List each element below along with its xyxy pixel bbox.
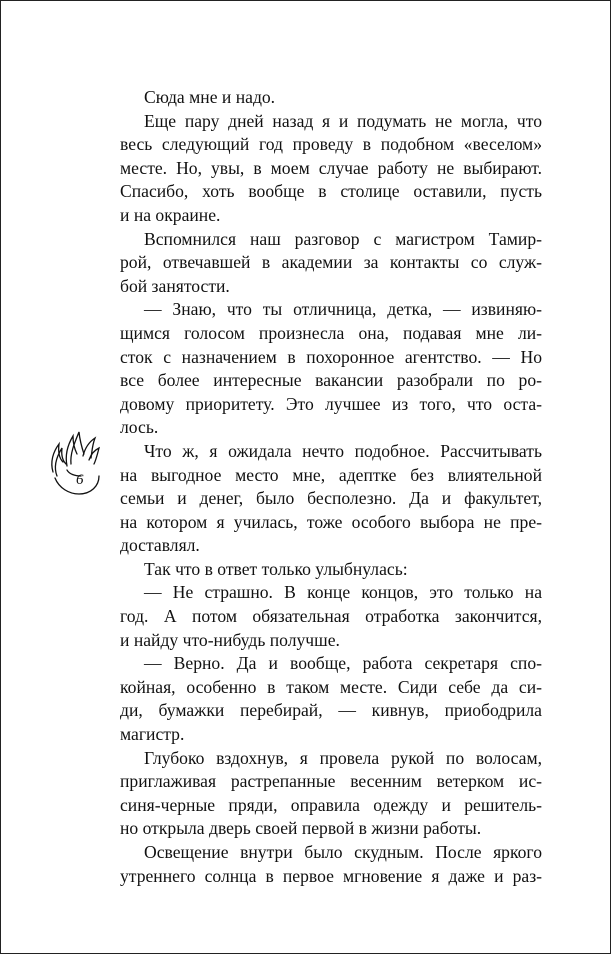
text-line: бой занятости. (120, 275, 230, 296)
text-line: приглаживая растрепанные весенним ветерком ис- (120, 771, 542, 792)
text-line: семьи и денег, было бесполезно. Да и факультет, (120, 488, 542, 509)
text-line: Освещение внутри было скудным. После яркого (144, 842, 542, 862)
text-line: все более интересные вакансии разобрали по ро- (120, 370, 542, 391)
text-line: лось. (120, 417, 159, 438)
text-line: но открыла дверь своей первой в жизни работы. (120, 818, 482, 839)
text-line: весь следующий год проведу в подобном «веселом» (120, 134, 542, 155)
text-line: и найду что-нибудь получше. (120, 629, 340, 650)
text-line: довому приоритету. Это лучшее из того, что оста- (120, 393, 542, 414)
text-line: и на окраине. (120, 204, 221, 225)
text-line: Так что в ответ только улыбнулась: (144, 558, 408, 579)
text-line: месте. Но, увы, в моем случае работу не выбирают. (120, 157, 542, 178)
text-line: магистр. (120, 724, 185, 745)
text-line: койная, особенно в таком месте. Сиди себе да си- (120, 676, 542, 697)
body-text (120, 86, 542, 888)
text-line: Спасибо, хоть вообще в столице оставили, пусть (120, 181, 542, 202)
text-line: Сюда мне и надо. (144, 87, 276, 107)
text-line: — Знаю, что ты отличница, детка, — извиняю- (144, 299, 542, 320)
page-number-ornament (47, 426, 107, 498)
text-line: год. А потом обязательная отработка закончится, (120, 606, 542, 627)
text-line: Что ж, я ожидала нечто подобное. Рассчитывать (144, 440, 542, 461)
text-line: Вспомнился наш разговор с магистром Тамир- (144, 228, 542, 249)
text-line: Еще пару дней назад я и подумать не могла, что (144, 110, 542, 131)
text-line: — Верно. Да и вообще, работа секретаря спо- (144, 653, 542, 674)
text-line: ди, бумажки перебирай, — кивнув, приободрила (120, 700, 542, 721)
text-line: доставлял. (120, 535, 200, 556)
text-line: сток с назначением в похоронное агентство. — Но (120, 346, 542, 367)
text-line: синя-черные пряди, оправила одежду и решитель- (120, 794, 542, 815)
text-line: на выгодное место мне, адептке без влиятельной (120, 464, 542, 485)
text-line: щимся голосом произнесла она, подавая мне ли- (120, 322, 542, 343)
text-line: рой, отвечавшей в академии за контакты со служ- (120, 252, 542, 273)
page-number: 6 (76, 472, 84, 488)
text-line: Глубоко вздохнув, я провела рукой по волосам, (144, 747, 542, 768)
text-line: на котором я училась, тоже особого выбора не пре- (120, 511, 542, 532)
text-line: утреннего солнца в первое мгновение я даже и раз- (120, 865, 542, 886)
text-line: — Не страшно. В конце концов, это только на (144, 582, 542, 603)
